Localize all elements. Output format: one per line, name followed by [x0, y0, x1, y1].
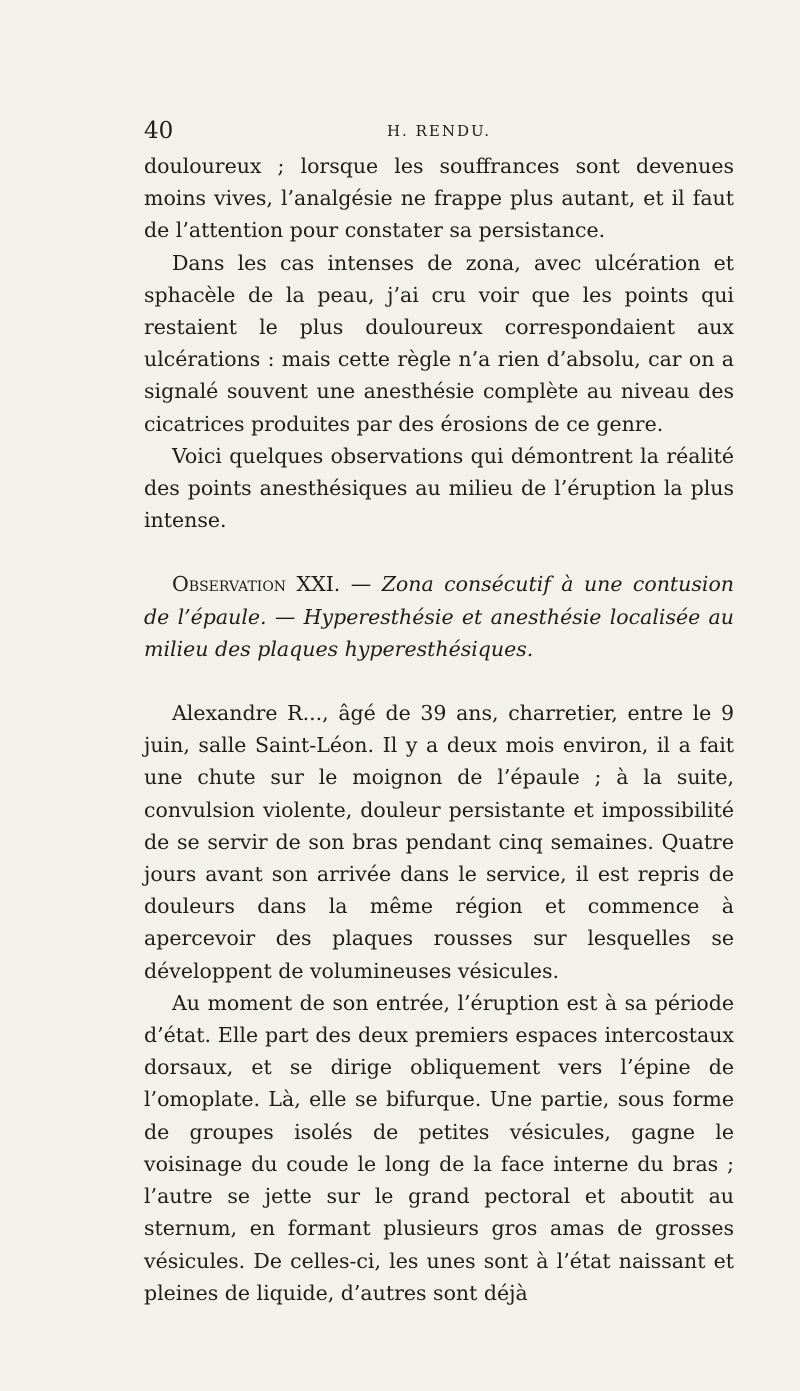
page-number: 40 — [144, 118, 174, 144]
observation-dash: — — [350, 572, 372, 597]
page-header — [144, 118, 734, 148]
observation-heading — [144, 568, 734, 665]
paragraph-eruption-description: Au moment de son entrée, l’éruption est à sa période d’état. Elle part des deux premiers espaces intercostaux dorsaux, et se dirige obliquement vers l’épine de l’omoplate. Là, elle se bifurque. Une partie, sous forme de groupes isolés de petites vésicules, gagne le voisinage du coude le long de la face interne du bras ; l’autre se jette sur le grand pectoral et aboutit au sternum, en formant plusieurs gros amas de grosses vésicules. De celles-ci, les unes sont à l’état naissant et pleines de liquide, d’autres sont déjà — [144, 990, 734, 1305]
running-head: H. RENDU. — [386, 122, 492, 140]
paragraph-zona-cases: Dans les cas intenses de zona, avec ulcération et sphacèle de la peau, j’ai cru voir que les points qui restaient le plus douloureux correspondaient aux ulcérations : mais cette règle n’a rien d’absolu, car on a signalé souvent une anesthésie complète au niveau des cicatrices produites par des érosions de ce genre. — [144, 250, 734, 436]
observation-number: XXI. — [296, 572, 341, 597]
paragraph-patient-history: Alexandre R..., âgé de 39 ans, charretier, entre le 9 juin, salle Saint-Léon. Il y a deux mois environ, il a fait une chute sur le moignon de l’épaule ; à la suite, convulsion violente, douleur persistante et impossibilité de se servir de son bras pendant cinq semaines. Quatre jours avant son arrivée dans le service, il est repris de douleurs dans la même région et commence à apercevoir des plaques rousses sur lesquelles se développent de volumineuses vésicules. — [144, 701, 734, 983]
observation-label: Observation — [172, 572, 287, 597]
observation-title: Zona consécutif à une contusion de l’épaule. — Hyperesthésie et anesthésie localisée au milieu des plaques hyperesthésiques. — [144, 572, 734, 661]
paragraph-continuation: douloureux ; lorsque les souffrances sont devenues moins vives, l’analgésie ne frappe plus autant, et il faut de l’attention pour constater sa persistance. — [144, 154, 734, 243]
paragraph-observations-intro: Voici quelques observations qui démontrent la réalité des points anesthésiques au milieu de l’éruption la plus intense. — [144, 443, 734, 533]
body-text — [144, 150, 734, 1309]
